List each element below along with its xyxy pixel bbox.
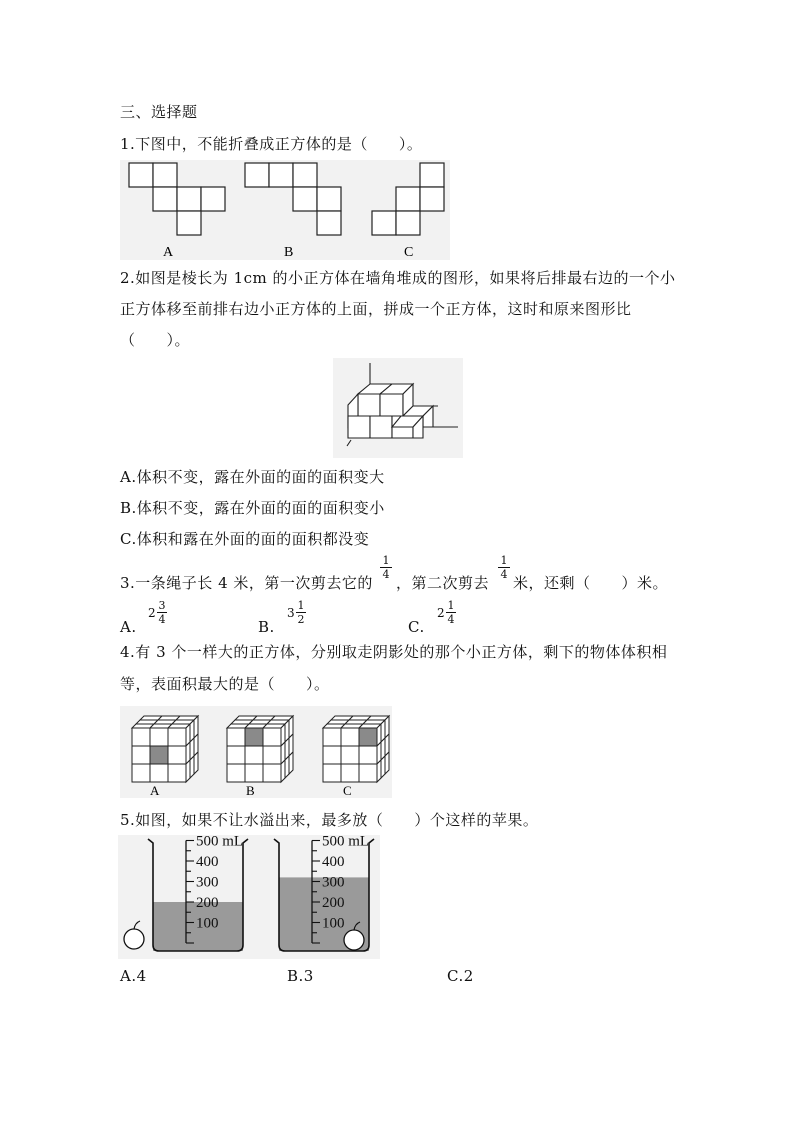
q3-option-c-label: C.	[408, 618, 425, 636]
q1-text: 1.下图中，不能折叠成正方体的是（ ）。	[120, 135, 423, 153]
left-scale-label-100: 100	[196, 915, 219, 932]
q3-frac1-num: 1	[382, 554, 390, 567]
q3-frac2-num: 1	[500, 554, 508, 567]
q4-label-b: B	[246, 783, 255, 798]
cube-b	[227, 716, 293, 782]
cube-a	[132, 716, 198, 782]
left-scale-label-300: 300	[196, 874, 219, 891]
q3-option-b-num: 1	[297, 599, 305, 612]
q2-line3: （ ）。	[120, 331, 191, 349]
q3-part1: 3.一条绳子长 4 米，第一次剪去它的	[120, 574, 373, 592]
right-scale-label-300: 300	[322, 874, 345, 891]
q3-frac2-den: 4	[500, 568, 508, 581]
q3-option-a-den: 4	[158, 613, 166, 626]
q2-line2: 正方体移至前排右边小正方体的上面，拼成一个正方体，这时和原来图形比	[120, 300, 632, 318]
q5-text: 5.如图，如果不让水溢出来，最多放（ ）个这样的苹果。	[120, 811, 539, 829]
q5-option-c: C.2	[447, 967, 474, 985]
q3-option-a-label: A.	[120, 618, 137, 636]
q2-option-c: C.体积和露在外面的面的面积都没变	[120, 530, 370, 548]
q3-option-a-whole: 2	[148, 606, 156, 620]
q1-net-figure	[120, 160, 450, 260]
section-title: 三、选择题	[120, 103, 198, 121]
q3-option-c-whole: 2	[437, 606, 445, 620]
q3-option-c-num: 1	[447, 599, 455, 612]
q1-label-c: C	[404, 245, 414, 260]
q3-option-a-num: 3	[158, 599, 166, 612]
q4-label-a: A	[150, 783, 160, 798]
q3-fraction-1	[380, 555, 392, 580]
q4-cubes-figure	[120, 706, 392, 798]
q1-label-a: A	[163, 245, 174, 260]
q4-label-c: C	[343, 783, 352, 798]
q2-line1: 2.如图是棱长为 1cm 的小正方体在墙角堆成的图形，如果将后排最右边的一个小	[120, 269, 676, 287]
q3-option-c-den: 4	[447, 613, 455, 626]
left-scale-label-400: 400	[196, 854, 219, 870]
q3-part3: 米，还剩（ ）米。	[513, 574, 669, 592]
q3-fraction-2	[498, 555, 510, 580]
q2-corner-cubes-figure	[333, 358, 463, 458]
q3-option-b-label: B.	[258, 618, 275, 636]
q3-option-a-fraction	[157, 600, 167, 625]
right-scale-label-400: 400	[322, 854, 345, 870]
q3-part2: ，第二次剪去	[396, 574, 490, 592]
left-scale-label-500: 500 mL	[196, 833, 244, 850]
q3-option-b-fraction	[296, 600, 306, 625]
right-scale-label-100: 100	[322, 915, 345, 932]
left-scale-label-200: 200	[196, 895, 219, 911]
q3-option-b-den: 2	[297, 613, 305, 626]
q5-option-a: A.4	[120, 967, 147, 985]
q4-line1: 4.有 3 个一样大的正方体，分别取走阴影处的那个小正方体，剩下的物体体积相	[120, 643, 668, 661]
q2-option-a: A.体积不变，露在外面的面的面积变大	[120, 468, 385, 486]
q5-option-b: B.3	[287, 967, 314, 985]
q4-line2: 等，表面积最大的是（ ）。	[120, 675, 330, 693]
q3-frac1-den: 4	[382, 568, 390, 581]
right-scale-label-500: 500 mL	[322, 833, 370, 850]
right-scale-label-200: 200	[322, 895, 345, 911]
q3-option-c-fraction	[446, 600, 456, 625]
q5-beakers-figure	[118, 835, 380, 959]
q3-option-b-whole: 3	[287, 606, 295, 620]
q1-label-b: B	[284, 245, 294, 260]
q2-option-b: B.体积不变，露在外面的面的面积变小	[120, 499, 385, 517]
cube-c	[323, 716, 389, 782]
